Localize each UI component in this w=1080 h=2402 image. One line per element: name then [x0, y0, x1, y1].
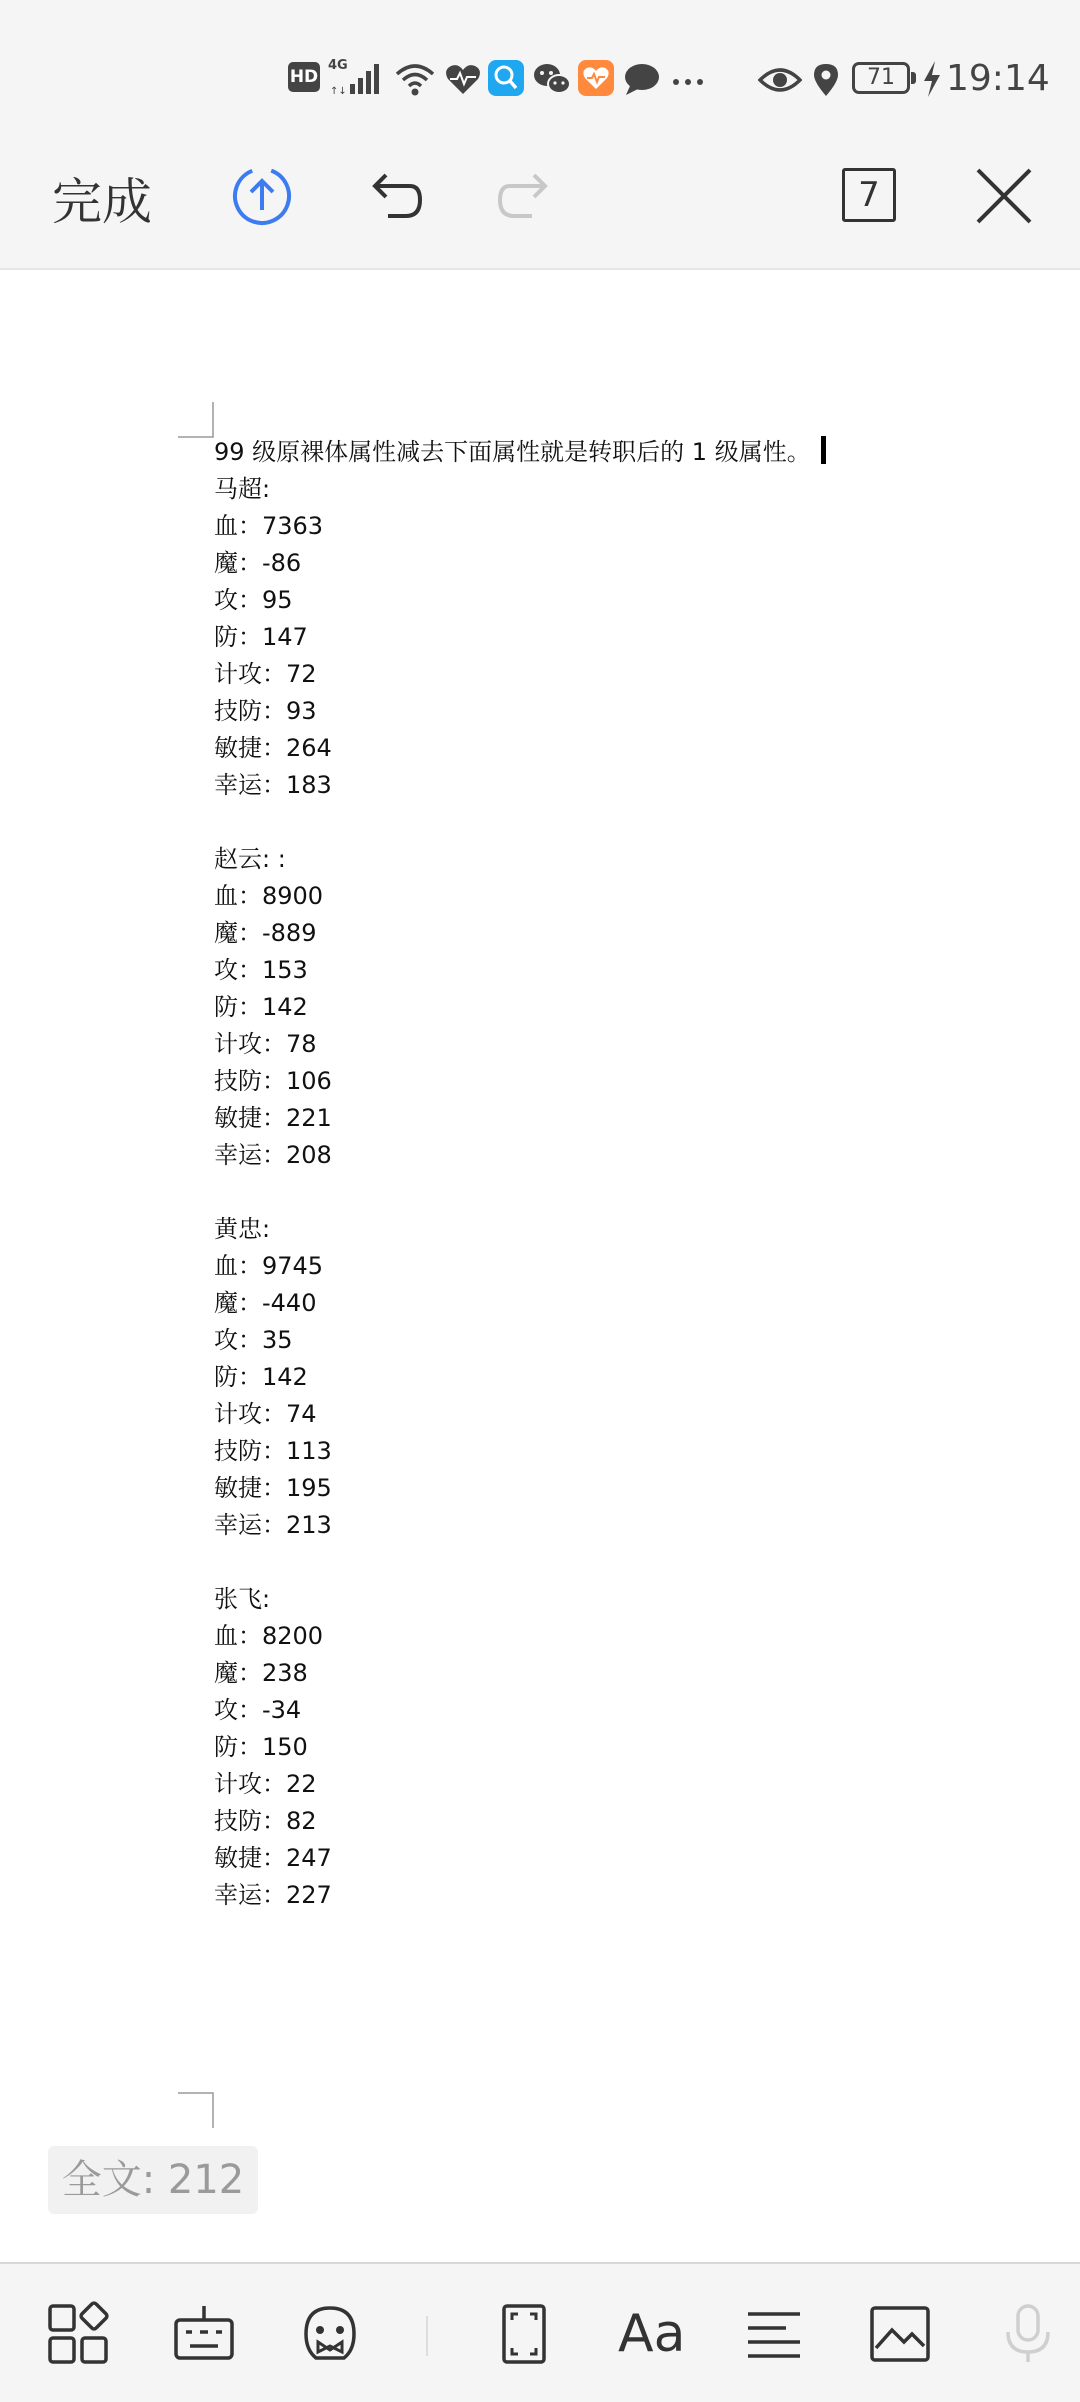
microphone-icon — [994, 2300, 1062, 2368]
keyboard-button[interactable] — [170, 2300, 238, 2368]
doc-line: 血：9745 — [214, 1252, 324, 1280]
doc-line: 防：147 — [214, 623, 308, 651]
toolbar-divider — [426, 2316, 428, 2356]
doc-line — [214, 804, 914, 841]
eye-icon — [758, 62, 802, 102]
doc-line: 攻：153 — [214, 956, 308, 984]
keyboard-icon — [170, 2300, 238, 2368]
doc-line: 防：150 — [214, 1733, 308, 1761]
doc-line: 黄忠: — [214, 1215, 271, 1243]
insert-image-icon — [866, 2300, 934, 2368]
doc-line: 计攻：78 — [214, 1030, 317, 1058]
doc-line: 血：8200 — [214, 1622, 324, 1650]
doc-line: 血：7363 — [214, 512, 324, 540]
doc-line: 敏捷：247 — [214, 1844, 332, 1872]
doc-line: 技防：82 — [214, 1807, 317, 1835]
battery-icon: 71 — [852, 62, 910, 94]
status-clock: 19:14 — [946, 58, 1050, 99]
doc-line: 幸运：213 — [214, 1511, 332, 1539]
apps-button[interactable] — [44, 2300, 112, 2368]
align-button[interactable] — [740, 2300, 808, 2368]
align-icon — [740, 2300, 808, 2368]
editor-toolbar — [0, 150, 1080, 240]
signal-icon: 4G ↑↓ — [328, 62, 388, 102]
doc-line: 赵云: : — [214, 845, 286, 873]
fullscreen-icon — [490, 2300, 558, 2368]
upload-button[interactable] — [226, 160, 298, 232]
sticker-icon — [296, 2300, 364, 2368]
doc-line: 防：142 — [214, 1363, 308, 1391]
doc-line — [214, 1544, 914, 1581]
doc-line: 马超: — [214, 475, 271, 503]
doc-line: 敏捷：264 — [214, 734, 332, 762]
doc-line: 计攻：74 — [214, 1400, 317, 1428]
doc-line: 血：8900 — [214, 882, 324, 910]
doc-line: 幸运：183 — [214, 771, 332, 799]
wechat-icon — [532, 62, 572, 102]
fullscreen-button[interactable] — [490, 2300, 558, 2368]
page-margin-corner-bottom — [178, 2092, 214, 2132]
page-margin-corner-top — [178, 402, 214, 442]
more-dots-icon — [672, 72, 704, 91]
doc-line: 魔：-86 — [214, 549, 302, 577]
doc-line: 魔：-889 — [214, 919, 317, 947]
doc-line: 计攻：22 — [214, 1770, 317, 1798]
wifi-icon — [394, 62, 436, 102]
status-bar — [0, 48, 1080, 112]
top-bar — [0, 0, 1080, 270]
doc-line: 攻：-34 — [214, 1696, 302, 1724]
done-button[interactable]: 完成 — [52, 162, 152, 234]
doc-line: 幸运：208 — [214, 1141, 332, 1169]
location-icon — [812, 62, 840, 102]
doc-line: 防：142 — [214, 993, 308, 1021]
doc-line: 99 级原裸体属性减去下面属性就是转职后的 1 级属性。 — [214, 434, 914, 471]
doc-line: 魔：-440 — [214, 1289, 317, 1317]
apps-icon — [44, 2300, 112, 2368]
doc-line: 敏捷：221 — [214, 1104, 332, 1132]
text-cursor — [821, 436, 826, 464]
doc-line: 敏捷：195 — [214, 1474, 332, 1502]
doc-line: 技防：93 — [214, 697, 317, 725]
doc-line — [214, 1174, 914, 1211]
undo-button[interactable] — [358, 160, 430, 232]
doc-line: 技防：113 — [214, 1437, 332, 1465]
close-button[interactable] — [968, 160, 1040, 232]
microphone-button[interactable] — [994, 2300, 1062, 2368]
message-icon — [622, 62, 662, 102]
charging-icon — [922, 60, 942, 102]
health-app-icon — [578, 60, 614, 100]
word-count-badge: 全文: 212 — [48, 2146, 258, 2214]
sticker-button[interactable] — [296, 2300, 364, 2368]
doc-line: 张飞: — [214, 1585, 271, 1613]
doc-line: 计攻：72 — [214, 660, 317, 688]
search-app-icon — [488, 60, 524, 100]
redo-icon — [490, 160, 562, 232]
upload-icon — [226, 160, 298, 232]
hd-icon: HD — [288, 62, 320, 92]
insert-image-button[interactable] — [866, 2300, 934, 2368]
close-icon — [968, 160, 1040, 232]
heart-rate-icon — [444, 62, 482, 102]
doc-line: 幸运：227 — [214, 1881, 332, 1909]
undo-icon — [358, 160, 430, 232]
document-body[interactable] — [214, 434, 914, 1914]
doc-line: 技防：106 — [214, 1067, 332, 1095]
font-icon[interactable]: Aa — [618, 2304, 686, 2364]
svg-text:↑↓: ↑↓ — [330, 86, 347, 97]
doc-line: 攻：35 — [214, 1326, 293, 1354]
doc-line: 攻：95 — [214, 586, 293, 614]
bottom-toolbar — [0, 2262, 1080, 2402]
page-count-icon[interactable]: 7 — [842, 168, 896, 222]
redo-button[interactable] — [490, 160, 562, 232]
doc-line: 魔：238 — [214, 1659, 308, 1687]
